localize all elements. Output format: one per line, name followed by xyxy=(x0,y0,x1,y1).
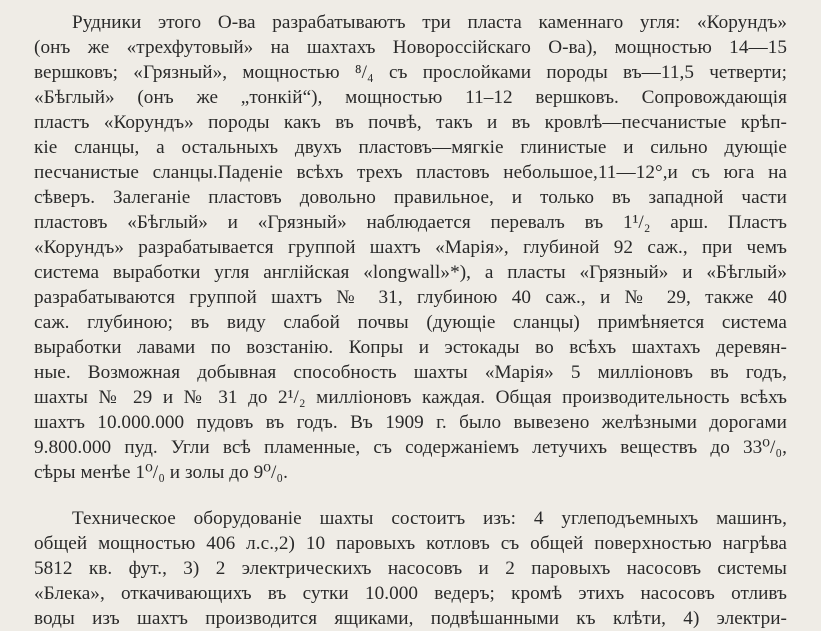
text-line: пластовъ «Бѣглый» и «Грязный» наблюдается перевалъ въ 1¹/₂ арш. Пластъ xyxy=(34,212,787,233)
text-line: шахты № 29 и № 31 до 2¹/₂ милліоновъ каждая. Общая производительность всѣхъ xyxy=(34,387,787,408)
text-line: 9.800.000 пуд. Угли всѣ пламенные, съ содержаніемъ летучихъ веществъ до 33⁰/₀, xyxy=(34,437,787,458)
text-line: 5812 кв. фут., 3) 2 электрическихъ насосовъ и 2 паровыхъ насосовъ системы xyxy=(34,558,787,579)
text-line: саж. глубиною; въ виду слабой почвы (дующіе сланцы) примѣняется система xyxy=(34,312,787,333)
text-line: (онъ же «трехфутовый» на шахтахъ Новороссійскаго О-ва), мощностью 14—15 xyxy=(34,37,787,58)
text-line: воды изъ шахтъ производится ящиками, подвѣшанными къ клѣти, 4) электри- xyxy=(34,608,787,629)
text-line: вершковъ; «Грязный», мощностью ⁸/₄ съ прослойками породы въ—11,5 четверти; xyxy=(34,62,787,83)
text-line: разрабатываются группой шахтъ № 31, глубиною 40 саж., и № 29, также 40 xyxy=(34,287,787,308)
text-line: система выработки угля англійская «longwall»*), а пласты «Грязный» и «Бѣглый» xyxy=(34,262,787,283)
text-line: ные. Возможная добывная способность шахты «Марія» 5 милліоновъ въ годъ, xyxy=(34,362,787,383)
text-line: кіе сланцы, а остальныхъ двухъ пластовъ—мягкіе глинистые и сильно дующіе xyxy=(34,137,787,158)
text-line: сѣверъ. Залеганіе пластовъ довольно правильное, и только въ западной части xyxy=(34,187,787,208)
text-line: общей мощностью 406 л.с.,2) 10 паровыхъ котловъ съ общей поверхностью нагрѣва xyxy=(34,533,787,554)
text-line: шахтъ 10.000.000 пудовъ въ годъ. Въ 1909 г. было вывезено желѣзными дорогами xyxy=(34,412,787,433)
text-line: пластъ «Корундъ» породы какъ въ почвѣ, такъ и въ кровлѣ—песчанистые крѣп- xyxy=(34,112,787,133)
text-line: выработки лавами по возстанію. Копры и эстокады во всѣхъ шахтахъ деревян- xyxy=(34,337,787,358)
text-line: Рудники этого О-ва разрабатываютъ три пласта каменнаго угля: «Корундъ» xyxy=(72,12,787,33)
text-line: сѣры менѣе 1⁰/₀ и золы до 9⁰/₀. xyxy=(34,462,288,483)
text-line: «Блека», откачивающихъ въ сутки 10.000 ведеръ; кромѣ этихъ насосовъ отливъ xyxy=(34,583,787,604)
text-line: Техническое оборудованіе шахты состоитъ изъ: 4 углеподъемныхъ машинъ, xyxy=(72,508,787,529)
paragraph-spacer xyxy=(34,485,787,506)
paragraph-mines xyxy=(34,10,787,485)
text-line: песчанистые сланцы.Паденіе всѣхъ трехъ пластовъ небольшое,11—12°,и съ юга на xyxy=(34,162,787,183)
text-line: «Корундъ» разрабатывается группой шахтъ «Марія», глубиной 92 саж., при чемъ xyxy=(34,237,787,258)
paragraph-equipment xyxy=(34,506,787,631)
text-line: «Бѣглый» (онъ же „тонкій“), мощностью 11–12 вершковъ. Сопровождающія xyxy=(34,87,787,108)
